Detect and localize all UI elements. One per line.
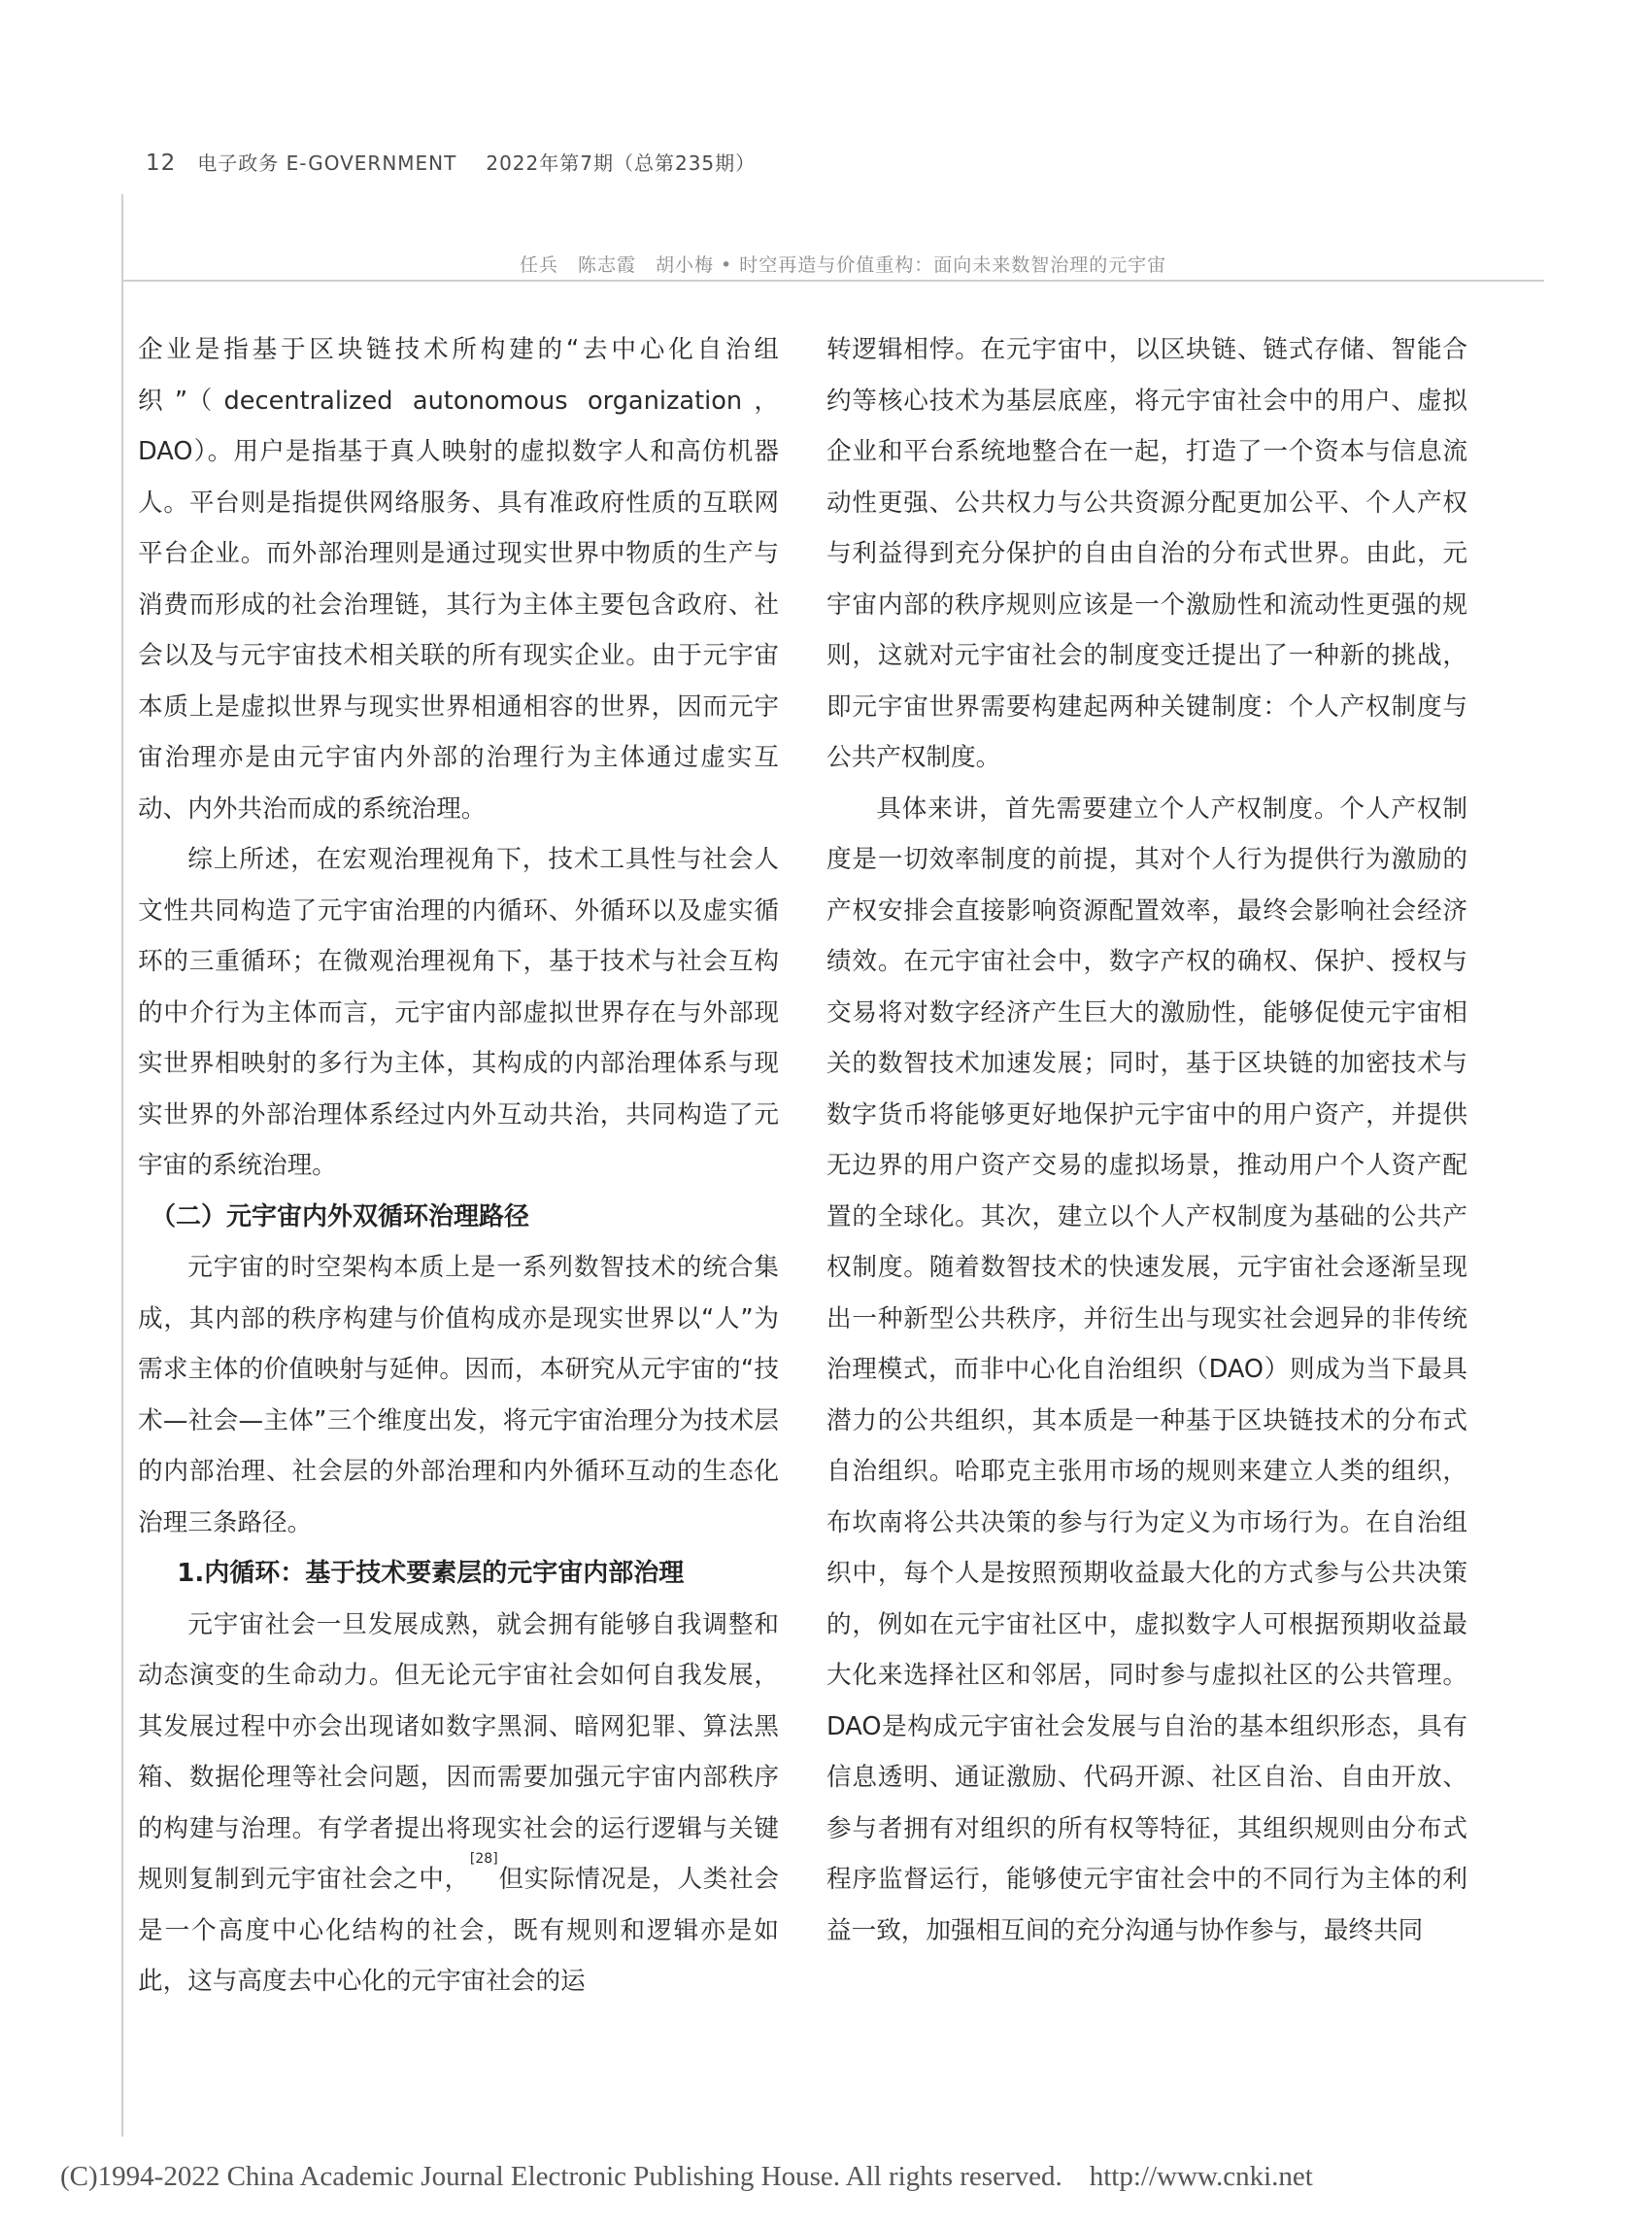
subsection-heading: 1.内循环：基于技术要素层的元宇宙内部治理 — [177, 1559, 685, 1588]
paragraph: 具体来讲，首先需要建立个人产权制度。个人产权制度是一切效率制度的前提，其对个人行为提供行为激励的产权安排会直接影响资源配置效率，最终会影响社会经济绩效。在元宇宙社会中，数字产权的确权、保护、授权与交易将对数字经济产生巨大的激励性，能够促使元宇宙相关的数智技术加速发展；同时，基于区块链的加密技术与数字货币将能够更好地保护元宇宙中的用户资产，并提供无边界的用户资产交易的虚拟场景，推动用户个人资产配置的全球化。其次，建立以个人产权制度为基础的公共产权制度。随着数智技术的快速发展，元宇宙社会逐渐呈现出一种新型公共秩序，并衍生出与现实社会迥异的非传统治理模式，而非中心化自治组织（DAO）则成为当下最具潜力的公共组织，其本质是一种基于区块链技术的分布式自治组织。哈耶克主张用市场的规则来建立人类的组织，布坎南将公共决策的参与行为定义为市场行为。在自治组织中，每个人是按照预期收益最大化的方式参与公共决策的，例如在元宇宙社区中，虚拟数字人可根据预期收益最大化来选择社区和邻居，同时参与虚拟社区的公共管理。DAO是构成元宇宙社会发展与自治的基本组织形态，具有信息透明、通证激励、代码开源、社区自治、自由开放、参与者拥有对组织的所有权等特征，其组织规则由分布式程序监督运行，能够使元宇宙社会中的不同行为主体的利益一致，加强相互间的充分沟通与协作参与，最终共同 — [826, 793, 1467, 1945]
right-column — [826, 324, 1467, 1956]
paragraph-text: 但实际情况是，人类社会是一个高度中心化结构的社会，既有规则和逻辑亦是如此，这与高度去中心化的元宇宙社会的运 — [138, 1865, 779, 1996]
copyright-footer — [60, 2161, 1313, 2193]
margin-rule — [121, 194, 123, 2137]
section-heading: （二）元宇宙内外双循环治理路径 — [151, 1201, 530, 1231]
paragraph: 企业是指基于区块链技术所构建的“去中心化自治组织”（decentralized autonomous organization，DAO）。用户是指基于真人映射的虚拟数字人和高仿机器人。平台则是指提供网络服务、具有准政府性质的互联网平台企业。而外部治理则是通过现实世界中物质的生产与消费而形成的社会治理链，其行为主体主要包含政府、社会以及与元宇宙技术相关联的所有现实企业。由于元宇宙本质上是虚拟世界与现实世界相通相容的世界，因而元宇宙治理亦是由元宇宙内外部的治理行为主体通过虚实互动、内外共治而成的系统治理。 — [138, 335, 779, 824]
running-header — [146, 148, 756, 176]
paragraph: 综上所述，在宏观治理视角下，技术工具性与社会人文性共同构造了元宇宙治理的内循环、外循环以及虚实循环的三重循环；在微观治理视角下，基于技术与社会互构的中介行为主体而言，元宇宙内部虚拟世界存在与外部现实世界相映射的多行为主体，其构成的内部治理体系与现实世界的外部治理体系经过内外互动共治，共同构造了元宇宙的系统治理。 — [138, 845, 779, 1180]
article-running-title: 任兵 陈志霞 胡小梅 • 时空再造与价值重构：面向未来数智治理的元宇宙 — [520, 254, 1167, 276]
paragraph — [138, 1600, 779, 2007]
paragraph-text: 元宇宙社会一旦发展成熟，就会拥有能够自我调整和动态演变的生命动力。但无论元宇宙社会如何自我发展，其发展过程中亦会出现诸如数字黑洞、暗网犯罪、算法黑箱、数据伦理等社会问题，因而需要加强元宇宙内部秩序的构建与治理。有学者提出将现实社会的运行逻辑与关键规则复制到元宇宙社会之中， — [138, 1609, 779, 1894]
cnki-link[interactable]: http://www.cnki.net — [1089, 2161, 1313, 2192]
left-column — [138, 324, 779, 2007]
paragraph: 元宇宙的时空架构本质上是一系列数智技术的统合集成，其内部的秩序构建与价值构成亦是现实世界以“人”为需求主体的价值映射与延伸。因而，本研究从元宇宙的“技术—社会—主体”三个维度出发，将元宇宙治理分为技术层的内部治理、社会层的外部治理和内外循环互动的生态化治理三条路径。 — [138, 1253, 779, 1537]
citation-ref[interactable]: [28] — [469, 1851, 498, 1867]
journal-name: 电子政务 E-GOVERNMENT — [197, 152, 457, 175]
paragraph: 转逻辑相悖。在元宇宙中，以区块链、链式存储、智能合约等核心技术为基层底座，将元宇宙社会中的用户、虚拟企业和平台系统地整合在一起，打造了一个资本与信息流动性更强、公共权力与公共资源分配更加公平、个人产权与利益得到充分保护的自由自治的分布式世界。由此，元宇宙内部的秩序规则应该是一个激励性和流动性更强的规则，这就对元宇宙社会的制度变迁提出了一种新的挑战，即元宇宙世界需要构建起两种关键制度：个人产权制度与公共产权制度。 — [826, 335, 1467, 772]
copyright-text: (C)1994-2022 China Academic Journal Electronic Publishing House. All rights reserved. — [60, 2161, 1062, 2192]
issue-info: 2022年第7期（总第235期） — [486, 152, 757, 175]
header-rule — [121, 280, 1544, 282]
page-number: 12 — [146, 151, 177, 176]
